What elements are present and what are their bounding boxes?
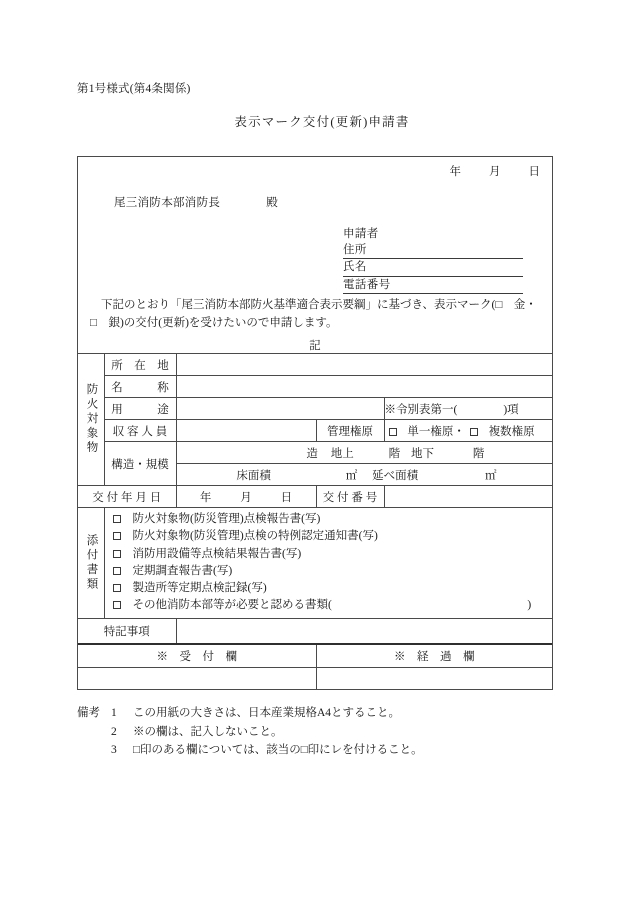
checkbox-attachment-6-icon[interactable]	[113, 601, 121, 609]
structure-area-cell[interactable]	[176, 464, 552, 486]
authority-single-label: 単一権原・	[407, 425, 465, 438]
attachment-label-3: 消防用設備等点検結果報告書(写)	[132, 547, 302, 560]
reception-label-cell	[78, 644, 316, 668]
applicant-phone-label: 電話番号	[343, 278, 391, 291]
name-label-cell	[104, 376, 176, 398]
statement-text	[90, 297, 540, 333]
floor-area-unit: ㎡	[345, 469, 358, 482]
table-row	[78, 644, 552, 668]
attachment-label-2: 防火対象物(防災管理)点検の特例認定通知書(写)	[132, 530, 378, 543]
location-label-cell	[104, 354, 176, 376]
checkbox-attachment-5-icon[interactable]	[113, 584, 121, 592]
applicant-name-field[interactable]	[343, 259, 523, 276]
table-row	[78, 508, 552, 619]
issue-date-value-cell[interactable]	[176, 486, 316, 508]
remarks-block	[77, 704, 577, 760]
fire-object-label: 防火対象物	[85, 383, 98, 456]
remarks-text-3: □印のある欄については、該当の□印にレを付けること。	[133, 744, 423, 757]
checkbox-attachment-3-icon[interactable]	[113, 550, 121, 558]
list-item[interactable]	[113, 563, 553, 580]
name-label: 名 称	[111, 381, 169, 394]
form-number: 第1号様式(第4条関係)	[77, 83, 191, 95]
use-label-cell	[104, 398, 176, 420]
floor-area-label: 床面積	[236, 469, 271, 482]
date-month-label: 月	[489, 166, 501, 178]
submission-date-line	[450, 163, 541, 179]
attachments-list	[105, 508, 553, 618]
ki-marker: 記	[309, 340, 321, 352]
applicant-name-label: 氏名	[343, 261, 367, 274]
issue-date-label: 交 付 年 月 日	[92, 491, 162, 504]
applicant-phone-field[interactable]	[343, 277, 523, 294]
remarks-text-2: ※の欄は、記入しないこと。	[133, 725, 283, 738]
structure-label-cell	[104, 442, 176, 486]
reception-value-cell[interactable]	[78, 667, 316, 689]
structure-floor-unit-1: 階	[388, 447, 401, 460]
remarks-text-1: この用紙の大きさは、日本産業規格A4とすること。	[133, 707, 401, 719]
remarks-number-3: 3	[111, 744, 117, 757]
checkbox-attachment-4-icon[interactable]	[113, 567, 121, 575]
application-form-frame	[77, 156, 553, 690]
applicant-block	[343, 225, 523, 294]
date-day-label: 日	[528, 166, 540, 178]
list-item[interactable]	[113, 511, 553, 528]
table-row	[78, 398, 552, 420]
name-value-cell[interactable]	[176, 376, 552, 398]
issue-number-label-cell	[316, 486, 384, 508]
table-row	[78, 354, 552, 376]
attachment-label-4: 定期調査報告書(写)	[132, 564, 233, 577]
capacity-label-cell	[104, 420, 176, 442]
special-notes-label-cell	[78, 618, 176, 644]
document-title: 表示マーク交付(更新)申請書	[234, 115, 410, 129]
total-area-unit: ㎡	[485, 469, 497, 482]
attachment-label-1: 防火対象物(防災管理)点検報告書(写)	[132, 513, 321, 525]
use-appendix-label: ※令別表第一( )項	[384, 403, 519, 416]
reception-label: ※ 受 付 欄	[156, 650, 237, 663]
location-value-cell[interactable]	[176, 354, 552, 376]
list-item[interactable]	[113, 546, 553, 563]
remarks-label: 備考	[77, 707, 100, 719]
capacity-label: 収 容 人 員	[112, 425, 168, 438]
attachment-label-6: その他消防本部等が必要と認める書類( )	[132, 599, 532, 612]
special-notes-label: 特記事項	[103, 625, 150, 638]
date-year-label: 年	[449, 166, 461, 178]
form-header-area	[78, 157, 552, 353]
remarks-line-1	[77, 704, 577, 723]
addressee-name: 尾三消防本部消防長	[114, 197, 221, 209]
table-row	[78, 442, 552, 464]
table-row	[78, 420, 552, 442]
total-area-label: 延べ面積	[372, 469, 419, 482]
structure-floors-cell[interactable]	[176, 442, 552, 464]
special-notes-value-cell[interactable]	[176, 618, 552, 644]
issue-date-label-cell	[78, 486, 176, 508]
use-value-cell[interactable]	[176, 398, 384, 420]
statement-line-2: □ 銀)の交付(更新)を受けたいので申請します。	[90, 316, 338, 329]
table-row	[78, 376, 552, 398]
structure-below-label: 地下	[411, 447, 434, 460]
applicant-address-field[interactable]	[343, 242, 523, 259]
checkbox-single-authority-icon[interactable]	[389, 428, 397, 436]
issue-number-label: 交 付 番 号	[322, 491, 378, 504]
list-item[interactable]	[113, 597, 553, 614]
authority-label: 管理権原	[327, 425, 373, 438]
structure-label: 構造・規模	[111, 458, 169, 471]
issue-number-value-cell[interactable]	[384, 486, 552, 508]
checkbox-multiple-authority-icon[interactable]	[470, 428, 478, 436]
addressee-honorific: 殿	[266, 197, 279, 209]
authority-options-cell	[384, 420, 552, 442]
list-item[interactable]	[113, 528, 553, 545]
attachment-label-5: 製造所等定期点検記録(写)	[132, 582, 267, 594]
use-appendix-cell[interactable]	[384, 398, 552, 420]
authority-multiple-label: 複数権原	[488, 425, 535, 438]
list-item[interactable]	[113, 580, 553, 597]
progress-value-cell[interactable]	[316, 667, 552, 689]
use-label: 用 途	[111, 403, 169, 416]
structure-above-label: 地上	[330, 447, 354, 460]
issue-year-label: 年	[199, 491, 212, 504]
checkbox-attachment-2-icon[interactable]	[113, 532, 121, 540]
capacity-value-cell[interactable]	[176, 420, 316, 442]
remarks-number-1: 1	[111, 707, 117, 719]
issue-day-label: 日	[280, 491, 293, 504]
attachments-label: 添付書類	[85, 533, 98, 592]
applicant-heading: 申請者	[343, 228, 379, 240]
progress-label-cell	[316, 644, 552, 668]
remarks-line-2	[77, 723, 577, 742]
table-row	[78, 667, 552, 689]
attachments-list-cell	[104, 508, 552, 619]
checkbox-attachment-1-icon[interactable]	[113, 515, 121, 523]
table-row	[78, 486, 552, 508]
table-row	[78, 618, 552, 644]
statement-line-1: 下記のとおり「尾三消防本部防火基準適合表示要綱」に基づき、表示マーク(□ 金・	[101, 299, 537, 311]
addressee-line	[114, 194, 278, 210]
progress-label: ※ 経 過 欄	[394, 650, 475, 663]
remarks-line-3	[77, 741, 577, 760]
remarks-number-2: 2	[111, 725, 117, 738]
fire-object-label-cell	[78, 354, 104, 486]
applicant-address-label: 住所	[343, 244, 367, 256]
form-grid	[78, 353, 552, 689]
issue-month-label: 月	[240, 491, 252, 504]
attachments-label-cell	[78, 508, 104, 619]
structure-floor-unit-2: 階	[472, 447, 485, 460]
authority-label-cell	[316, 420, 384, 442]
structure-zou-label: 造	[306, 447, 318, 460]
location-label: 所 在 地	[111, 359, 169, 372]
